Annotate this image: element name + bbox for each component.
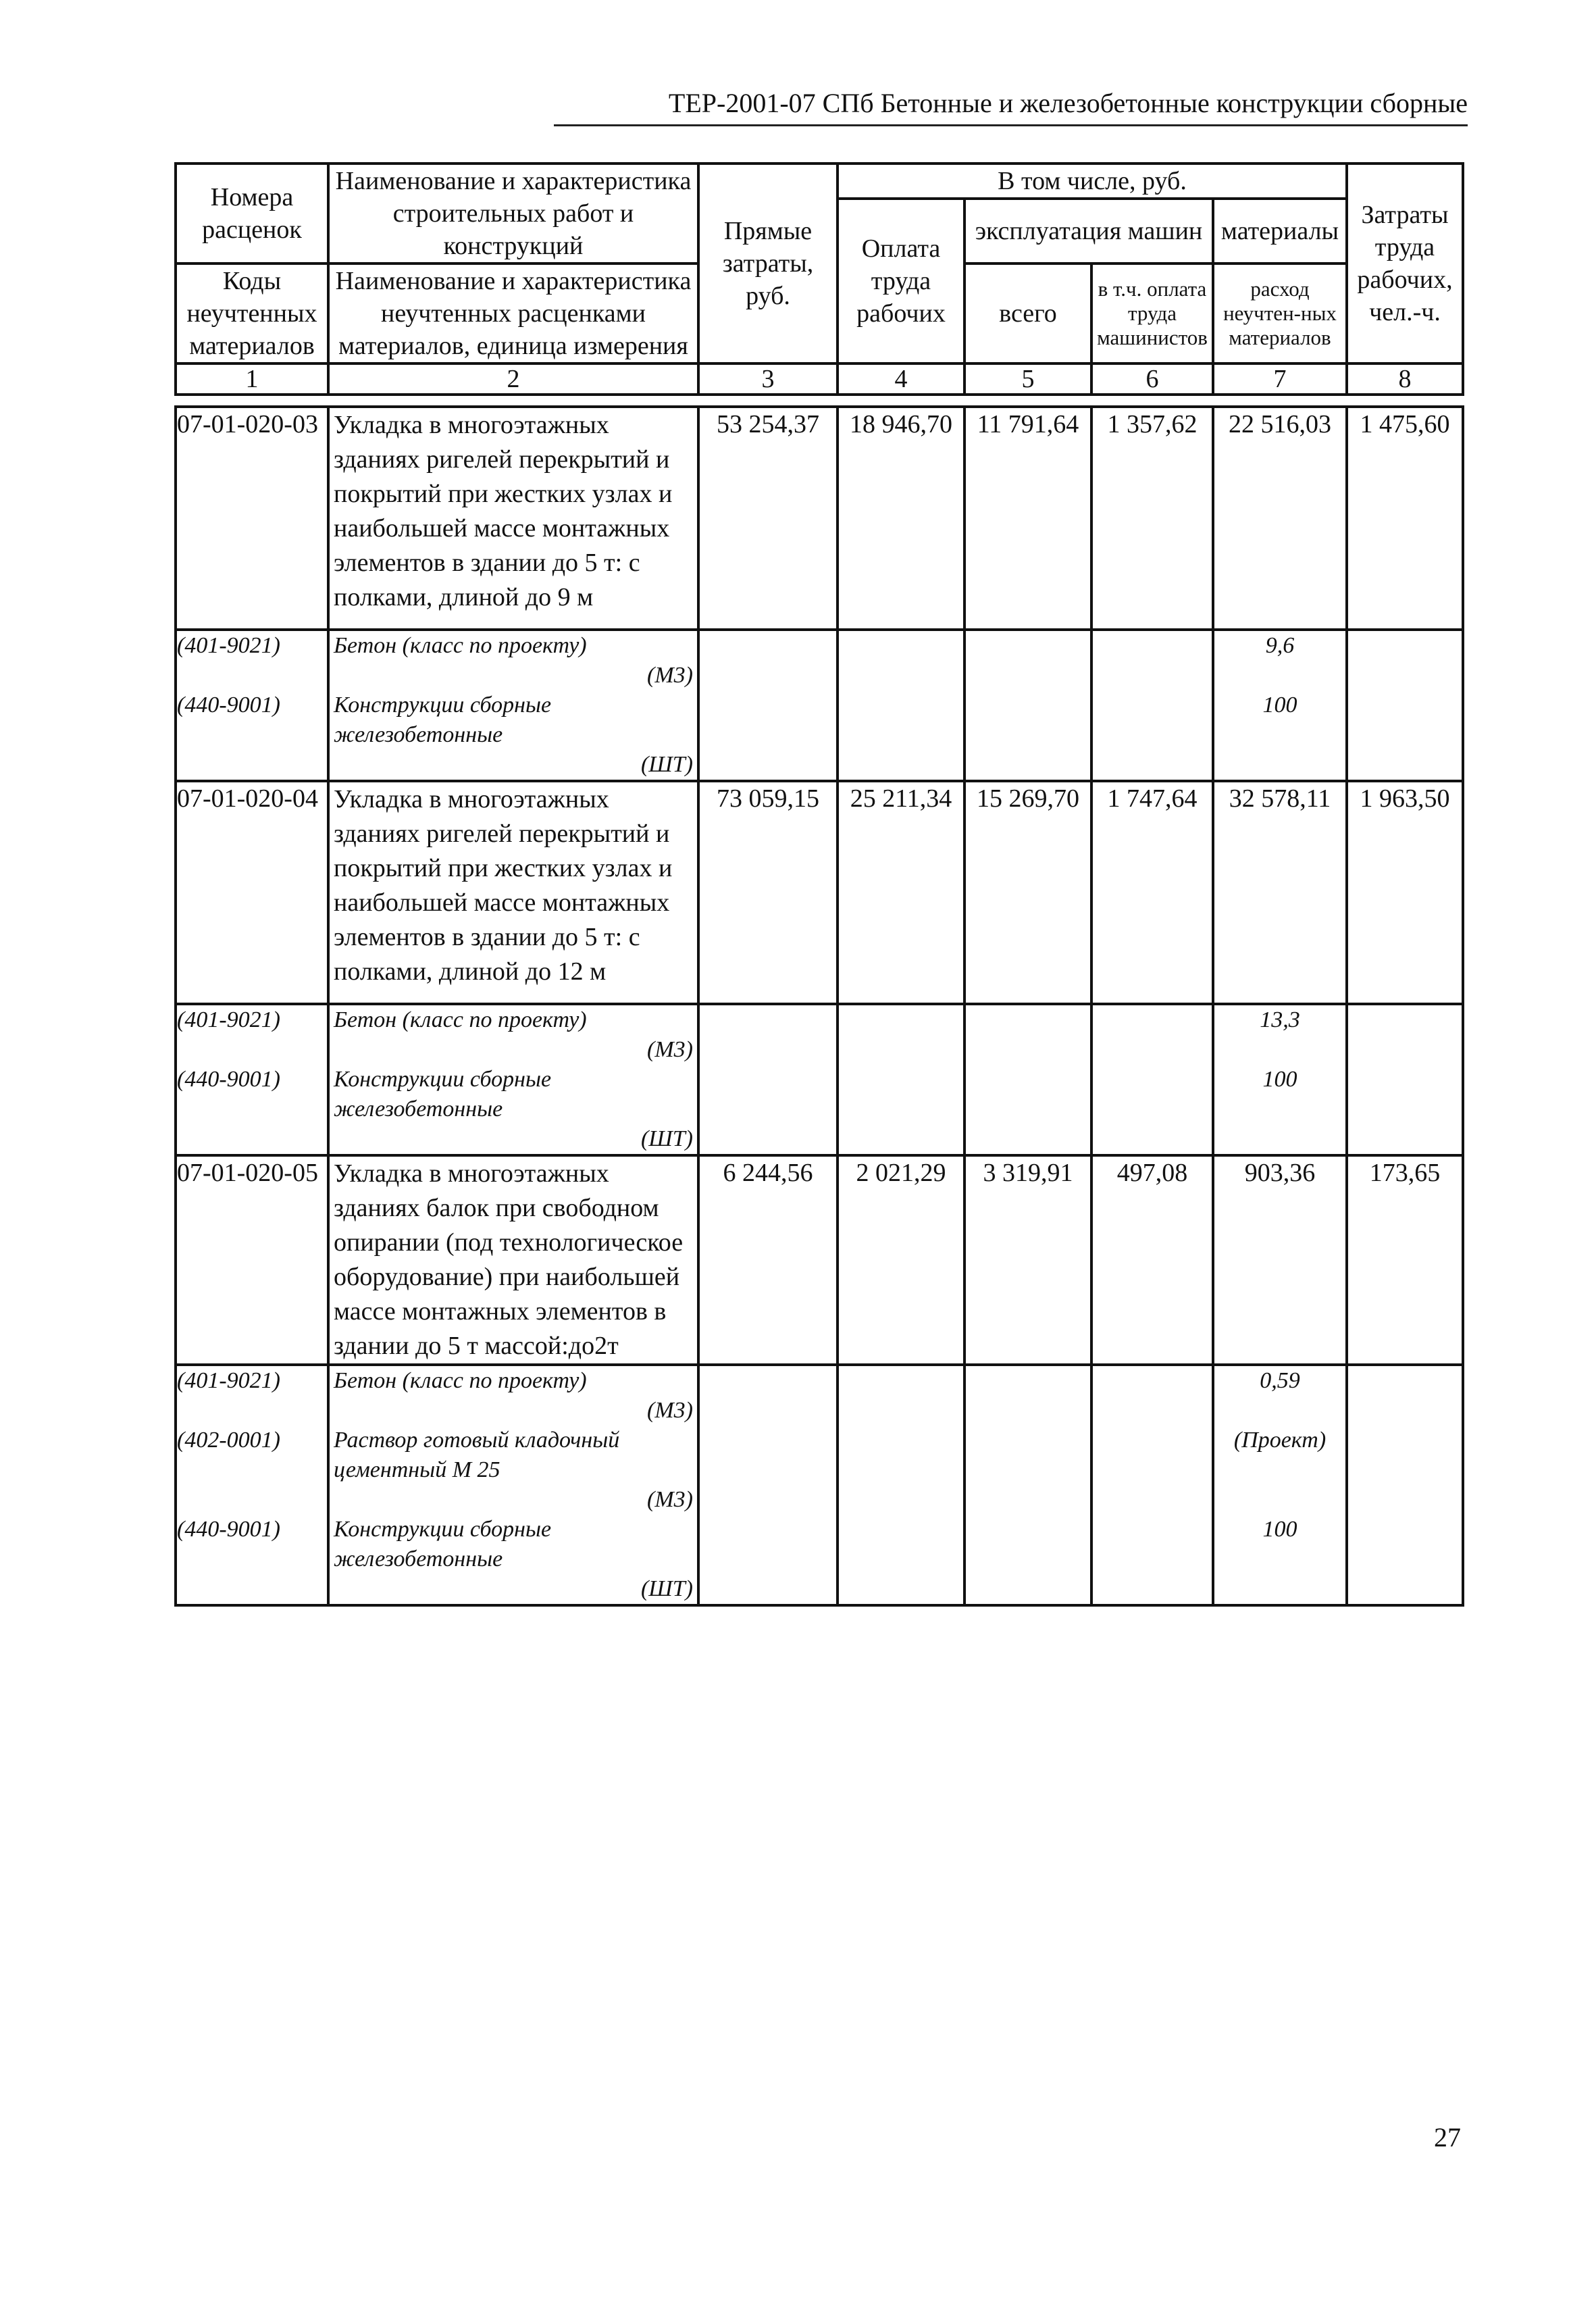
material-name: Бетон (класс по проекту) xyxy=(334,1368,587,1393)
material-name: Раствор готовый кладочный цементный М 25 xyxy=(334,1428,620,1482)
work-description: Укладка в многоэтажных зданиях ригелей перекрытий и покрытий при жестких узлах и наибольшей массе монтажных элементов в здании до 5 т: с полками, длиной до 12 м xyxy=(328,781,698,1004)
material-code: (401-9021) xyxy=(176,630,328,690)
material-row xyxy=(176,1004,1463,1065)
column-number: 3 xyxy=(698,363,838,395)
table-row xyxy=(176,781,1463,1004)
labor-hours: 1 963,50 xyxy=(1347,781,1463,1004)
document-title: ТЕР-2001-07 СПб Бетонные и железобетонные конструкции сборные xyxy=(668,88,1468,118)
material-unit: (ШТ) xyxy=(640,1126,693,1151)
material-row xyxy=(176,1515,1463,1605)
header-cell-col5: всего xyxy=(964,263,1091,363)
page-number: 27 xyxy=(1434,2122,1461,2153)
material-code: (440-9001) xyxy=(176,1065,328,1155)
material-name: Конструкции сборные железобетонные xyxy=(334,1067,552,1122)
header-cell-col8: Затраты труда рабочих, чел.-ч. xyxy=(1347,164,1463,363)
machines-cost: 11 791,64 xyxy=(964,407,1091,630)
materials-cost: 903,36 xyxy=(1213,1155,1347,1365)
material-unit: (М3) xyxy=(647,1487,693,1512)
header-cell-col1-top: Номера расценок xyxy=(176,164,328,263)
material-unit: (ШТ) xyxy=(640,1576,693,1601)
material-quantity: 0,59 xyxy=(1213,1365,1347,1426)
material-row xyxy=(176,1365,1463,1426)
material-quantity: 100 xyxy=(1213,690,1347,781)
material-row xyxy=(176,1065,1463,1155)
labor-hours: 1 475,60 xyxy=(1347,407,1463,630)
material-code: (401-9021) xyxy=(176,1004,328,1065)
material-row xyxy=(176,1426,1463,1515)
materials-cost: 22 516,03 xyxy=(1213,407,1347,630)
material-name: Бетон (класс по проекту) xyxy=(334,633,587,658)
material-row xyxy=(176,630,1463,690)
material-unit: (М3) xyxy=(647,1398,693,1423)
header-cell-col2-bottom: Наименование и характеристика неучтенных расценками материалов, единица измерения xyxy=(328,263,698,363)
header-cell-col1-bottom: Коды неучтенных материалов xyxy=(176,263,328,363)
work-description: Укладка в многоэтажных зданиях балок при свободном опирании (под технологическое оборудование) при наибольшей массе монтажных элементов в здании до 5 т массой:до2т xyxy=(328,1155,698,1365)
header-cell-group: В том числе, руб. xyxy=(838,164,1347,199)
rate-code: 07-01-020-05 xyxy=(176,1155,328,1365)
material-quantity: 13,3 xyxy=(1213,1004,1347,1065)
work-description: Укладка в многоэтажных зданиях ригелей перекрытий и покрытий при жестких узлах и наибольшей массе монтажных элементов в здании до 5 т: с полками, длиной до 9 м xyxy=(328,407,698,630)
machines-cost: 15 269,70 xyxy=(964,781,1091,1004)
material-name: Конструкции сборные железобетонные xyxy=(334,1517,552,1571)
material-unit: (М3) xyxy=(647,1037,693,1062)
material-quantity: (Проект) xyxy=(1213,1426,1347,1515)
column-number: 7 xyxy=(1213,363,1347,395)
labor-cost: 18 946,70 xyxy=(838,407,964,630)
column-number: 5 xyxy=(964,363,1091,395)
material-quantity: 100 xyxy=(1213,1515,1347,1605)
labor-cost: 25 211,34 xyxy=(838,781,964,1004)
material-quantity: 9,6 xyxy=(1213,630,1347,690)
header-cell-col2-top: Наименование и характеристика строительных работ и конструкций xyxy=(328,164,698,263)
table-body xyxy=(174,405,1464,1607)
header-cell-col3: Прямые затраты, руб. xyxy=(698,164,838,363)
header-cell-col4: Оплата труда рабочих xyxy=(838,199,964,363)
page-header xyxy=(554,82,1468,126)
labor-cost: 2 021,29 xyxy=(838,1155,964,1365)
material-code: (440-9001) xyxy=(176,1515,328,1605)
labor-hours: 173,65 xyxy=(1347,1155,1463,1365)
materials-cost: 32 578,11 xyxy=(1213,781,1347,1004)
table-header xyxy=(174,162,1464,396)
machines-cost: 3 319,91 xyxy=(964,1155,1091,1365)
material-name: Бетон (класс по проекту) xyxy=(334,1007,587,1032)
column-number: 8 xyxy=(1347,363,1463,395)
header-cell-machines: эксплуатация машин xyxy=(964,199,1213,263)
rate-code: 07-01-020-03 xyxy=(176,407,328,630)
rate-code: 07-01-020-04 xyxy=(176,781,328,1004)
material-unit: (М3) xyxy=(647,663,693,688)
direct-cost: 6 244,56 xyxy=(698,1155,838,1365)
material-code: (401-9021) xyxy=(176,1365,328,1426)
material-name: Конструкции сборные железобетонные xyxy=(334,693,552,747)
header-cell-col7: расход неучтен-ных материалов xyxy=(1213,263,1347,363)
material-code: (402-0001) xyxy=(176,1426,328,1515)
direct-cost: 53 254,37 xyxy=(698,407,838,630)
header-cell-col6: в т.ч. оплата труда машинистов xyxy=(1091,263,1213,363)
column-number: 4 xyxy=(838,363,964,395)
column-number: 1 xyxy=(176,363,328,395)
direct-cost: 73 059,15 xyxy=(698,781,838,1004)
table-row xyxy=(176,407,1463,630)
header-cell-materials: материалы xyxy=(1213,199,1347,263)
material-unit: (ШТ) xyxy=(640,752,693,777)
material-quantity: 100 xyxy=(1213,1065,1347,1155)
material-row xyxy=(176,690,1463,781)
column-number: 2 xyxy=(328,363,698,395)
machinists-cost: 497,08 xyxy=(1091,1155,1213,1365)
material-code: (440-9001) xyxy=(176,690,328,781)
table-row xyxy=(176,1155,1463,1365)
machinists-cost: 1 357,62 xyxy=(1091,407,1213,630)
machinists-cost: 1 747,64 xyxy=(1091,781,1213,1004)
column-number: 6 xyxy=(1091,363,1213,395)
